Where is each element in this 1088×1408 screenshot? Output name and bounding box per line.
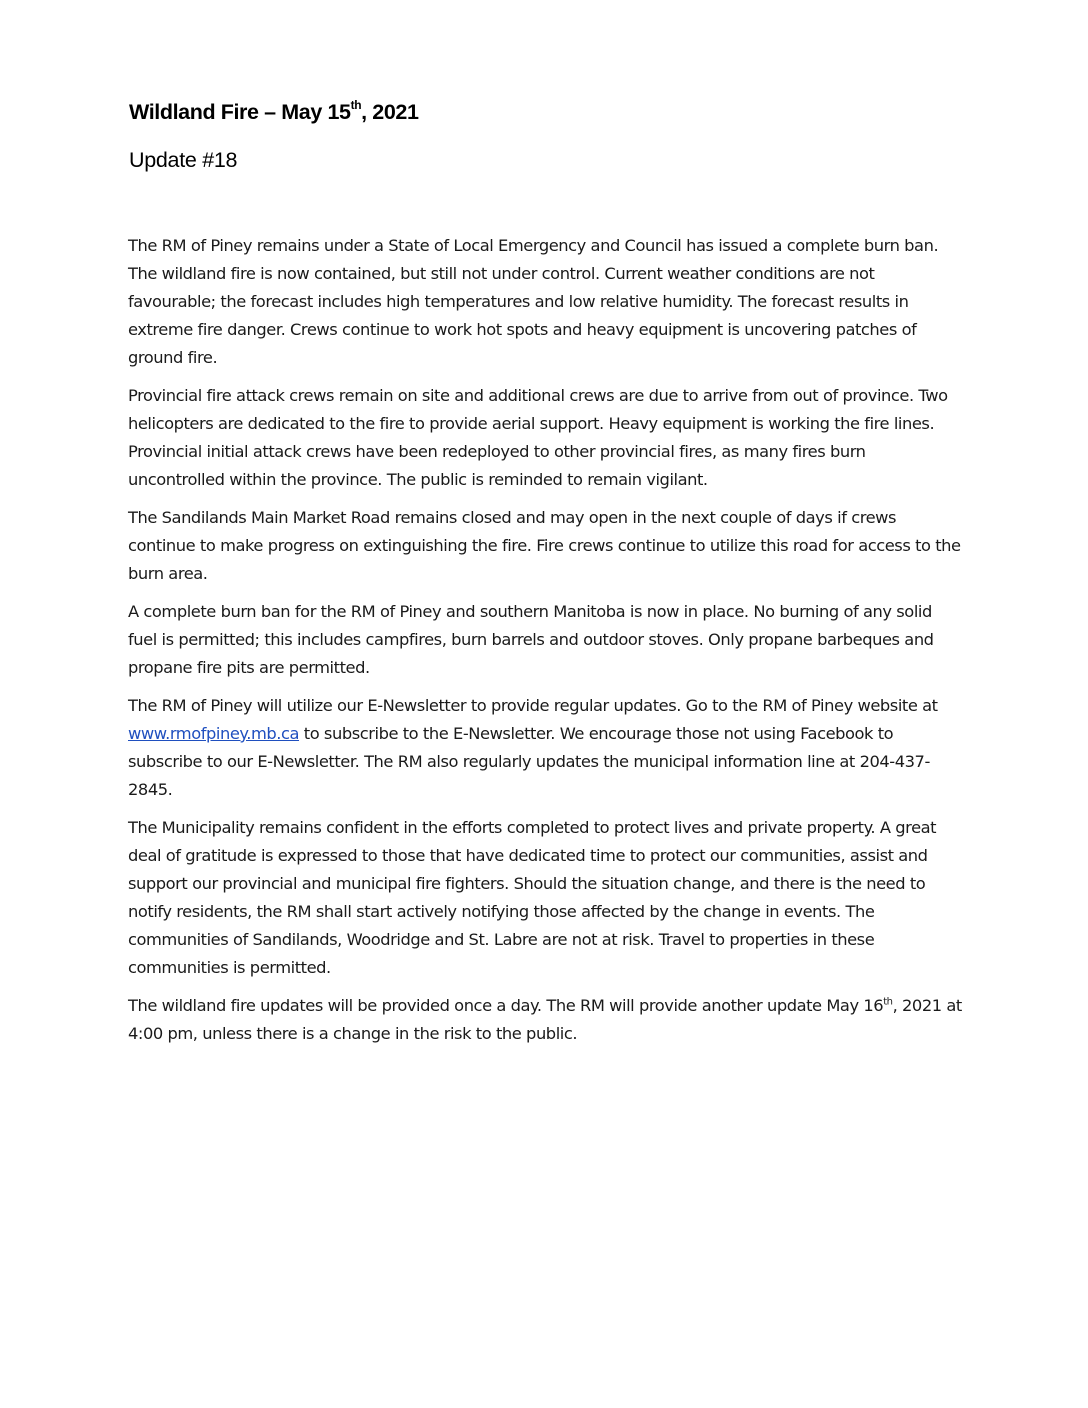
page-title <box>129 97 419 125</box>
newsletter-text-before: The RM of Piney will utilize our E-Newsletter to provide regular updates. Go to the RM of Piney website at <box>128 696 938 715</box>
paragraph-road-closure: The Sandilands Main Market Road remains closed and may open in the next couple of days if crews continue to make progress on extinguishing the fire. Fire crews continue to utilize this road for access to the burn area. <box>128 508 961 583</box>
next-update-ordinal-suffix: th <box>883 996 893 1008</box>
website-link[interactable]: www.rmofpiney.mb.ca <box>128 724 300 743</box>
title-prefix: Wildland Fire – May 15 <box>129 100 351 124</box>
title-ordinal-suffix: th <box>350 97 362 112</box>
paragraph-e-newsletter <box>128 692 963 804</box>
paragraph-burn-ban: A complete burn ban for the RM of Piney and southern Manitoba is now in place. No burning of any solid fuel is permitted; this includes campfires, burn barrels and outdoor stoves. Only propane barbeques and propane fire pits are permitted. <box>128 602 934 677</box>
title-year: , 2021 <box>361 100 419 124</box>
paragraph-next-update <box>128 992 963 1048</box>
next-update-text-after: , 2021 at 4:00 pm, unless there is a change in the risk to the public. <box>128 996 962 1043</box>
paragraph-municipality-confidence: The Municipality remains confident in the efforts completed to protect lives and private property. A great deal of gratitude is expressed to those that have dedicated time to protect our communities, assist and support our provincial and municipal fire fighters. Should the situation change, and there is the need to notify residents, the RM shall start actively notifying those affected by the change in events. The communities of Sandilands, Woodridge and St. Labre are not at risk. Travel to properties in these communities is permitted. <box>128 818 937 977</box>
paragraph-provincial-crews: Provincial fire attack crews remain on site and additional crews are due to arrive from out of province. Two helicopters are dedicated to the fire to provide aerial support. Heavy equipment is working the fire lines. Provincial initial attack crews have been redeployed to other provincial fires, as many fires burn uncontrolled within the province. The public is reminded to remain vigilant. <box>128 386 948 489</box>
paragraph-state-of-emergency: The RM of Piney remains under a State of Local Emergency and Council has issued a complete burn ban. The wildland fire is now contained, but still not under control. Current weather conditions are not favourable; the forecast includes high temperatures and low relative humidity. The forecast results in extreme fire danger. Crews continue to work hot spots and heavy equipment is uncovering patches of ground fire. <box>128 236 939 367</box>
newsletter-text-after: to subscribe to the E-Newsletter. We encourage those not using Facebook to subscribe to our E-Newsletter. The RM also regularly updates the municipal information line at 204-437-2845. <box>128 724 930 799</box>
update-number: Update #18 <box>129 148 238 172</box>
next-update-text-before: The wildland fire updates will be provided once a day. The RM will provide another update May 16 <box>128 996 884 1015</box>
document-body <box>128 232 963 1058</box>
